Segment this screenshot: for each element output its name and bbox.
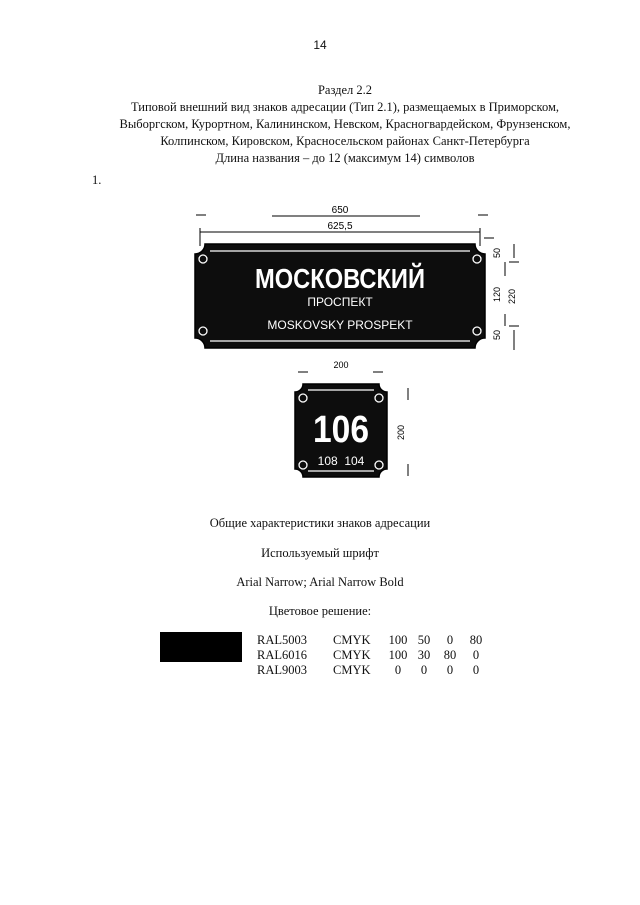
dim-total-height: 220 [507,288,517,304]
caption-font-heading: Используемый шрифт [261,546,379,560]
dim-total-width: 650 [331,205,349,216]
street-name-latin: MOSKOVSKY PROSPEKT [267,318,413,332]
color-value: 0 [472,663,480,677]
header-line: Типовой внешний вид знаков адресации (Тип 2.1), размещаемых в Приморском, [130,100,560,114]
page-number: 14 [313,38,327,52]
color-value: 80 [443,648,457,662]
street-type: ПРОСПЕКТ [307,295,373,309]
street-name: МОСКОВСКИЙ [255,263,456,294]
table-row [257,633,489,648]
color-value: 100 [388,633,408,647]
house-number-sign [295,384,387,477]
color-value: 0 [472,648,480,662]
color-value: 100 [388,648,408,662]
color-value: 80 [469,633,483,647]
color-model: CMYK [333,663,371,677]
street-sign [195,244,485,348]
section-title: Раздел 2.2 [317,83,373,97]
header-line: Колпинском, Кировском, Красносельском районах Санкт-Петербурга [160,134,530,148]
header-line: Длина названия – до 12 (максимум 14) символов [215,151,475,165]
color-model: CMYK [333,648,371,662]
color-value: 30 [417,648,431,662]
dim-bottom: 50 [492,329,502,340]
color-value: 0 [446,663,454,677]
color-value: 50 [417,633,431,647]
color-swatch [160,632,242,662]
caption-general: Общие характеристики знаков адресации [209,516,431,530]
table-row [257,648,489,663]
color-table [257,633,489,678]
color-name: RAL9003 [257,663,307,677]
header-line: Выборгском, Курортном, Калининском, Невском, Красногвардейском, Фрунзенском, [119,117,571,131]
caption-font-value: Arial Narrow; Arial Narrow Bold [236,575,404,589]
item-number: 1. [92,173,102,187]
color-value: 0 [446,633,454,647]
dim-top: 50 [492,247,502,258]
color-name: RAL5003 [257,633,307,647]
color-name: RAL6016 [257,648,307,662]
color-value: 0 [394,663,402,677]
dim-inner-width: 625,5 [327,221,353,232]
table-row [257,663,489,678]
dim-house-width: 200 [333,360,349,370]
color-model: CMYK [333,633,371,647]
dim-house-height: 200 [396,424,406,440]
color-value: 0 [420,663,428,677]
house-number: 106 [313,409,369,451]
neighbor-numbers: 108 104 [317,454,365,468]
caption-color-heading: Цветовое решение: [268,604,372,618]
dim-middle: 120 [492,286,502,302]
